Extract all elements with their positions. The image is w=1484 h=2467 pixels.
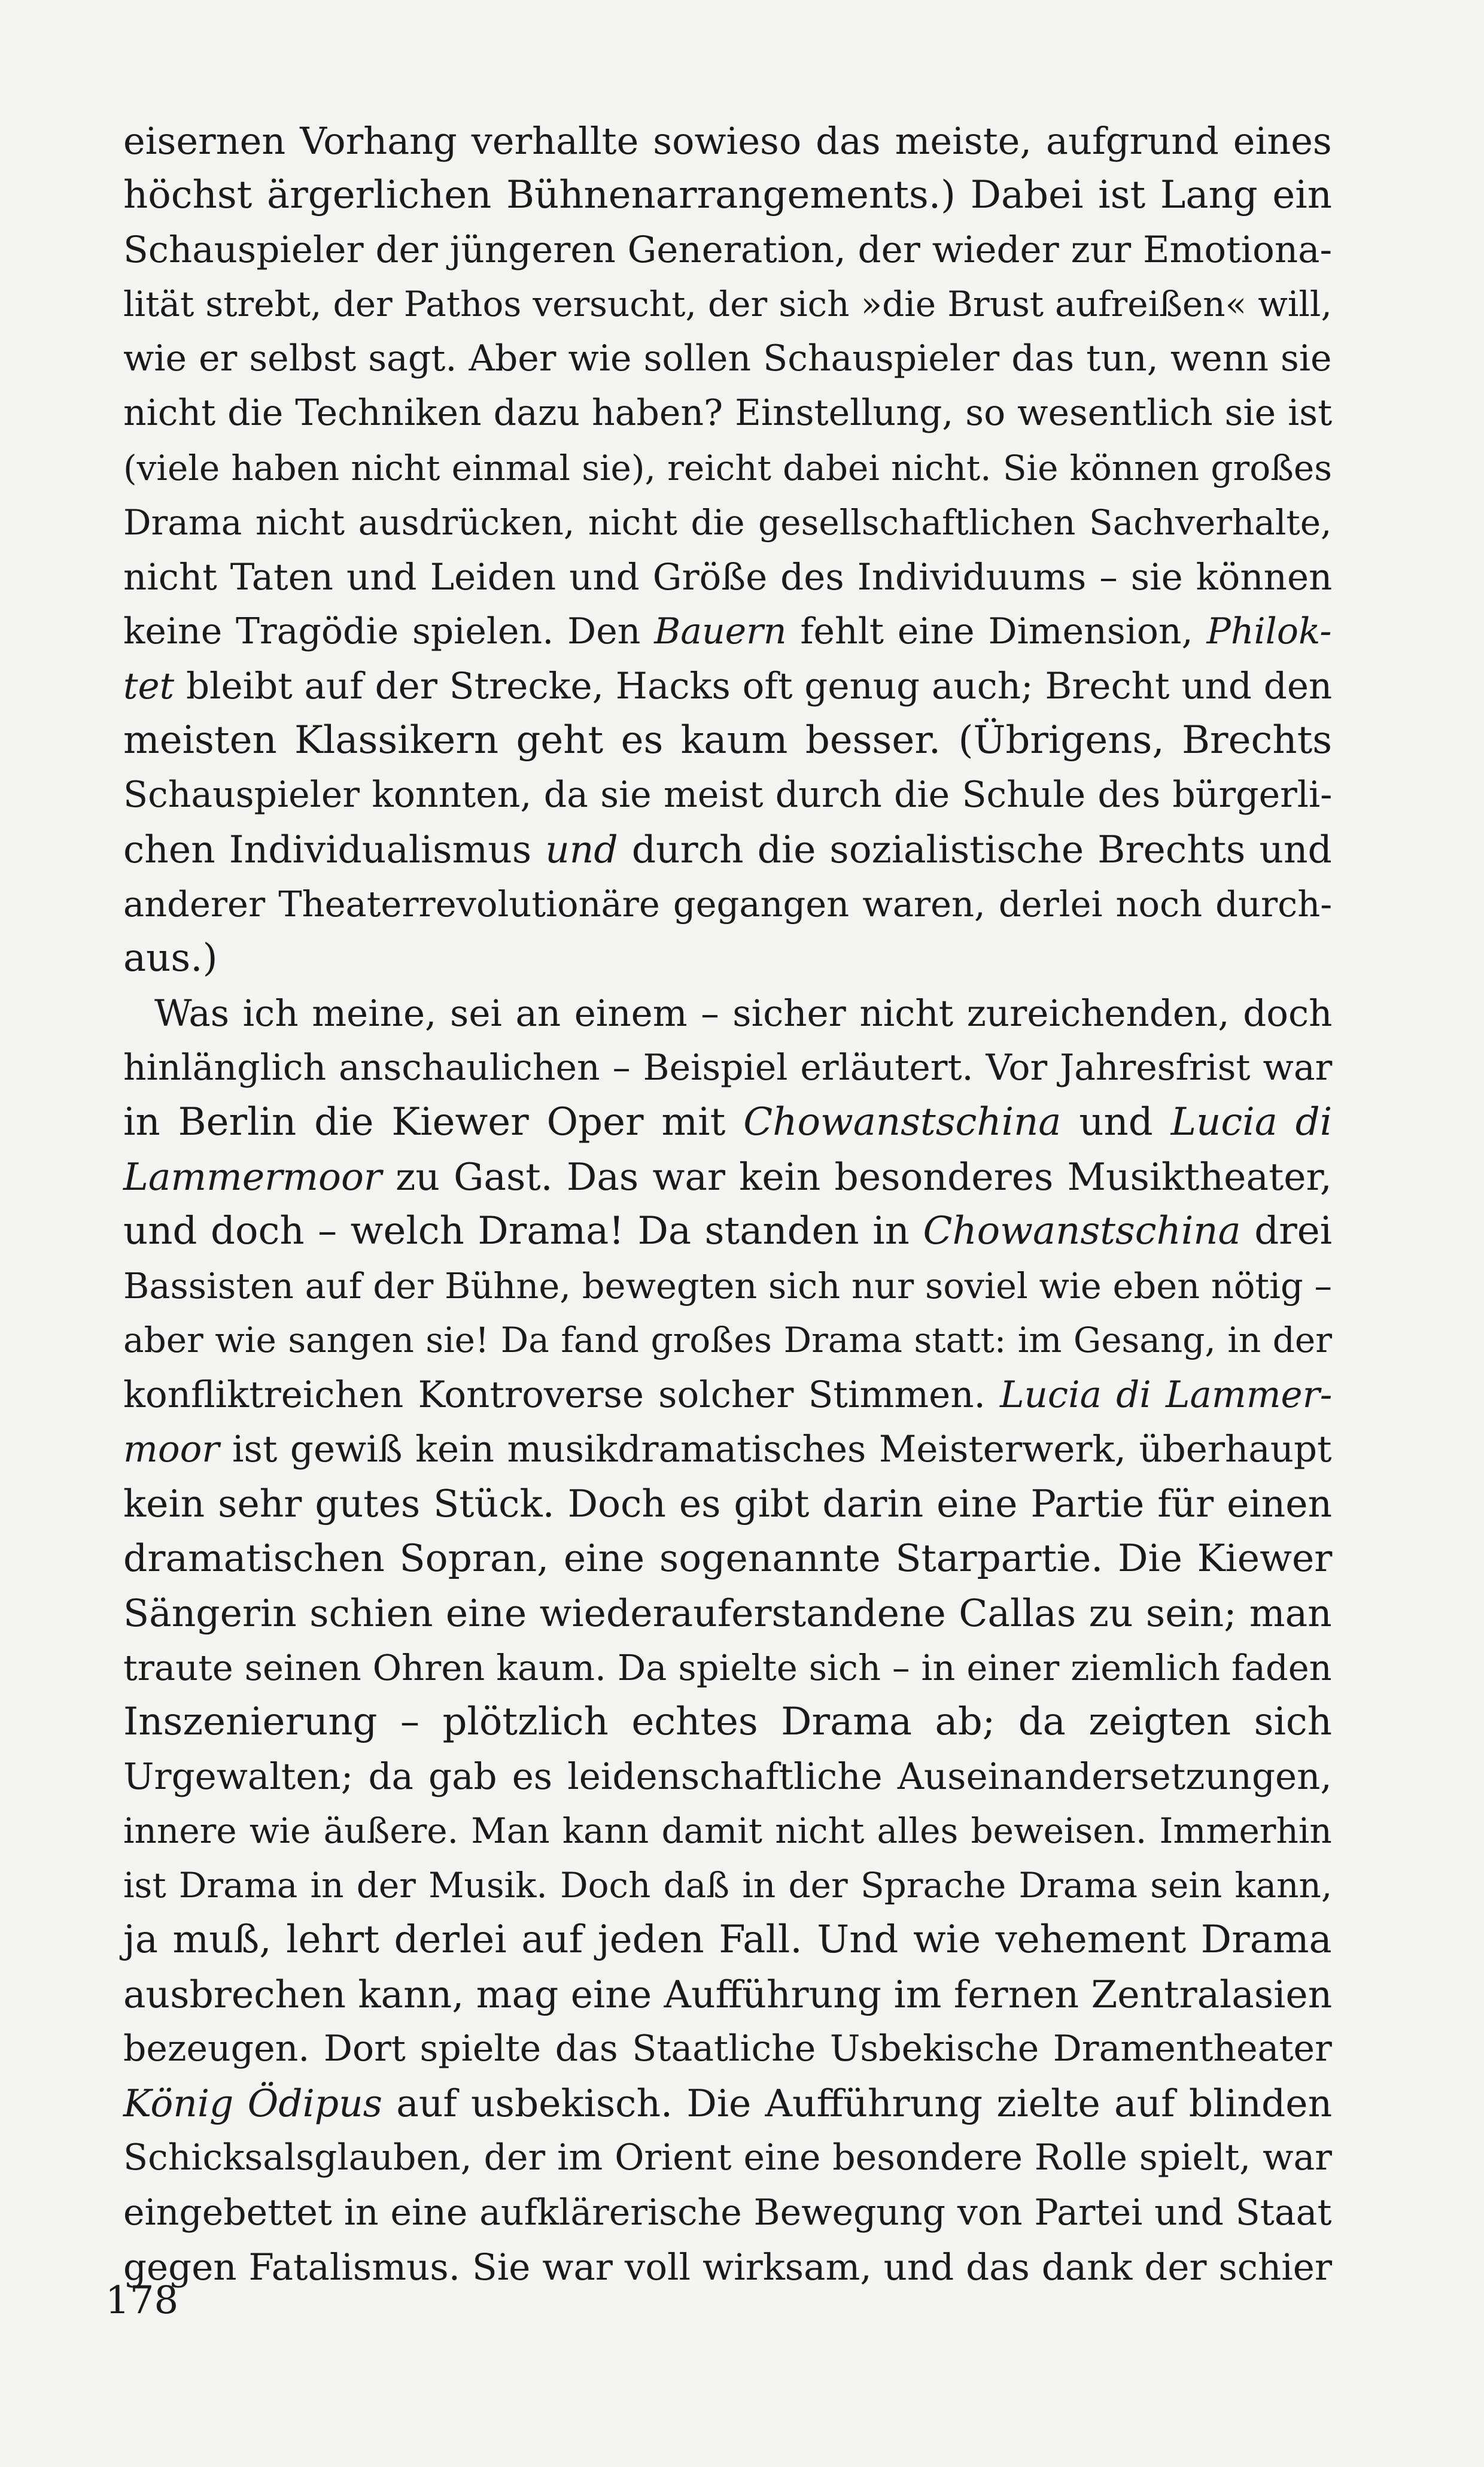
text-line	[123, 114, 1332, 168]
text-segment: konfliktreichen Kontroverse solcher Stimmen.	[123, 1374, 1001, 1417]
text-segment: bezeugen. Dort spielte das Staatliche Usbekische Dramentheater	[123, 2028, 1332, 2070]
text-line	[123, 1858, 1332, 1913]
text-segment: nicht Taten und Leiden und Größe des Individuums – sie können	[123, 555, 1333, 598]
italic-text: Bauern	[654, 610, 787, 652]
text-segment: hinlänglich anschaulichen – Beispiel erläutert. Vor Jahresfrist war	[123, 1046, 1333, 1089]
text-segment: Drama nicht ausdrücken, nicht die gesellschaftlichen Sachverhalte,	[123, 502, 1332, 543]
text-line	[123, 1259, 1332, 1313]
italic-text: Lammermoor	[123, 1154, 382, 1199]
italic-text: Lucia di Lammer-	[1000, 1374, 1333, 1417]
text-segment: gegen Fatalismus. Sie war voll wirksam, und das dank der schier	[123, 2246, 1332, 2289]
text-line	[123, 2186, 1332, 2240]
text-segment: Urgewalten; da gab es leidenschaftliche Auseinandersetzungen,	[123, 1755, 1332, 1798]
text-line	[123, 931, 1332, 986]
text-line	[123, 168, 1332, 223]
text-segment: Sängerin schien eine wiederauferstandene Callas zu sein; man	[123, 1591, 1332, 1635]
text-line	[123, 768, 1332, 822]
text-line	[123, 1967, 1332, 2022]
text-line	[123, 986, 1332, 1041]
text-segment: Schicksalsglauben, der im Orient eine besondere Rolle spielt, war	[123, 2137, 1332, 2179]
text-segment: in Berlin die Kiewer Oper mit	[123, 1099, 744, 1144]
text-segment: auf usbekisch. Die Aufführung zielte auf blinden	[382, 2082, 1333, 2126]
text-segment: und doch – welch Drama! Da standen in	[123, 1208, 923, 1253]
text-line	[123, 332, 1332, 386]
page-number: 178	[105, 2278, 179, 2323]
text-line	[123, 1913, 1332, 1967]
text-segment: anderer Theaterrevolutionäre gegangen waren, derlei noch durch-	[123, 883, 1333, 925]
text-line	[123, 713, 1332, 768]
text-segment: meisten Klassikern geht es kaum besser. (Übrigens, Brechts	[123, 718, 1333, 763]
text-segment: ja muß, lehrt derlei auf jeden Fall. Und wie vehement Drama	[123, 1918, 1332, 1962]
text-segment: ist Drama in der Musik. Doch daß in der Sprache Drama sein kann,	[123, 1865, 1333, 1906]
italic-text: König Ödipus	[123, 2082, 382, 2126]
text-line	[123, 550, 1332, 604]
text-segment: lität strebt, der Pathos versucht, der sich »die Brust aufreißen« will,	[123, 284, 1332, 325]
text-segment: (viele haben nicht einmal sie), reicht dabei nicht. Sie können großes	[123, 447, 1332, 488]
text-line	[123, 1204, 1332, 1259]
text-line	[123, 496, 1332, 550]
text-segment: fehlt eine Dimension,	[786, 610, 1207, 652]
text-segment: dramatischen Sopran, eine sogenannte Starpartie. Die Kiewer	[123, 1536, 1333, 1581]
text-line	[123, 441, 1332, 496]
italic-text: tet	[123, 664, 175, 707]
text-line	[123, 1749, 1332, 1804]
italic-text: Philok-	[1206, 610, 1332, 652]
text-line	[123, 223, 1332, 277]
text-line	[123, 1095, 1332, 1150]
text-line	[123, 1422, 1332, 1476]
text-line	[123, 277, 1332, 332]
text-segment: kein sehr gutes Stück. Doch es gibt darin eine Partie für einen	[123, 1482, 1333, 1526]
text-line	[123, 1804, 1332, 1858]
text-segment: keine Tragödie spielen. Den	[123, 610, 655, 652]
text-line	[123, 386, 1332, 440]
text-segment: zu Gast. Das war kein besonderes Musiktheater,	[382, 1154, 1332, 1199]
text-line	[123, 2131, 1332, 2185]
text-segment: ist gewiß kein musikdramatisches Meisterwerk, überhaupt	[219, 1428, 1332, 1471]
text-segment: Bassisten auf der Bühne, bewegten sich nur soviel wie eben nötig –	[123, 1265, 1333, 1307]
italic-text: Chowanstschina	[923, 1208, 1241, 1253]
text-segment: ausbrechen kann, mag eine Aufführung im fernen Zentralasien	[123, 1973, 1333, 2017]
text-line	[123, 2240, 1332, 2295]
text-segment: innere wie äußere. Man kann damit nicht alles beweisen. Immerhin	[123, 1810, 1332, 1851]
italic-text: Lucia di	[1170, 1099, 1333, 1144]
text-line	[123, 2076, 1332, 2131]
text-line	[123, 1313, 1332, 1368]
text-line	[123, 1041, 1332, 1095]
text-segment: aber wie sangen sie! Da fand großes Drama statt: im Gesang, in der	[123, 1320, 1332, 1361]
text-line	[123, 877, 1332, 931]
body-text	[123, 114, 1332, 2295]
text-segment: Was ich meine, sei an einem – sicher nicht zureichenden, doch	[154, 992, 1333, 1035]
text-line	[123, 1476, 1332, 1531]
text-segment: drei	[1240, 1208, 1333, 1253]
text-segment: chen Individualismus	[123, 828, 546, 872]
text-segment: Schauspieler der jüngeren Generation, der wieder zur Emotiona-	[123, 229, 1333, 272]
text-line	[123, 604, 1332, 659]
italic-text: Chowanstschina	[743, 1099, 1062, 1144]
text-segment: durch die sozialistische Brechts und	[618, 828, 1332, 872]
text-segment: eingebettet in eine aufklärerische Bewegung von Partei und Staat	[123, 2191, 1332, 2234]
text-line	[123, 1695, 1332, 1749]
text-line	[123, 2022, 1332, 2076]
text-segment: Inszenierung – plötzlich echtes Drama ab; da zeigten sich	[123, 1699, 1332, 1744]
text-segment: aus.)	[123, 936, 218, 981]
text-line	[123, 1640, 1332, 1695]
italic-text: moor	[123, 1428, 220, 1471]
text-line	[123, 1531, 1332, 1585]
text-segment: nicht die Techniken dazu haben? Einstellung, so wesentlich sie ist	[123, 392, 1333, 435]
text-segment: wie er selbst sagt. Aber wie sollen Schauspieler das tun, wenn sie	[123, 338, 1332, 380]
text-line	[123, 822, 1332, 877]
text-line	[123, 1150, 1332, 1204]
text-segment: eisernen Vorhang verhallte sowieso das meiste, aufgrund eines	[123, 119, 1332, 163]
text-segment: traute seinen Ohren kaum. Da spielte sich – in einer ziemlich faden	[123, 1646, 1332, 1688]
text-line	[123, 659, 1332, 713]
italic-text: und	[545, 828, 618, 872]
text-segment: höchst ärgerlichen Bühnenarrangements.) Dabei ist Lang ein	[123, 173, 1332, 218]
text-line	[123, 1586, 1332, 1640]
text-line	[123, 1368, 1332, 1422]
text-segment: Schauspieler konnten, da sie meist durch die Schule des bürgerli-	[123, 774, 1333, 816]
text-segment: und	[1061, 1099, 1171, 1144]
text-segment: bleibt auf der Strecke, Hacks oft genug auch; Brecht und den	[174, 664, 1333, 707]
